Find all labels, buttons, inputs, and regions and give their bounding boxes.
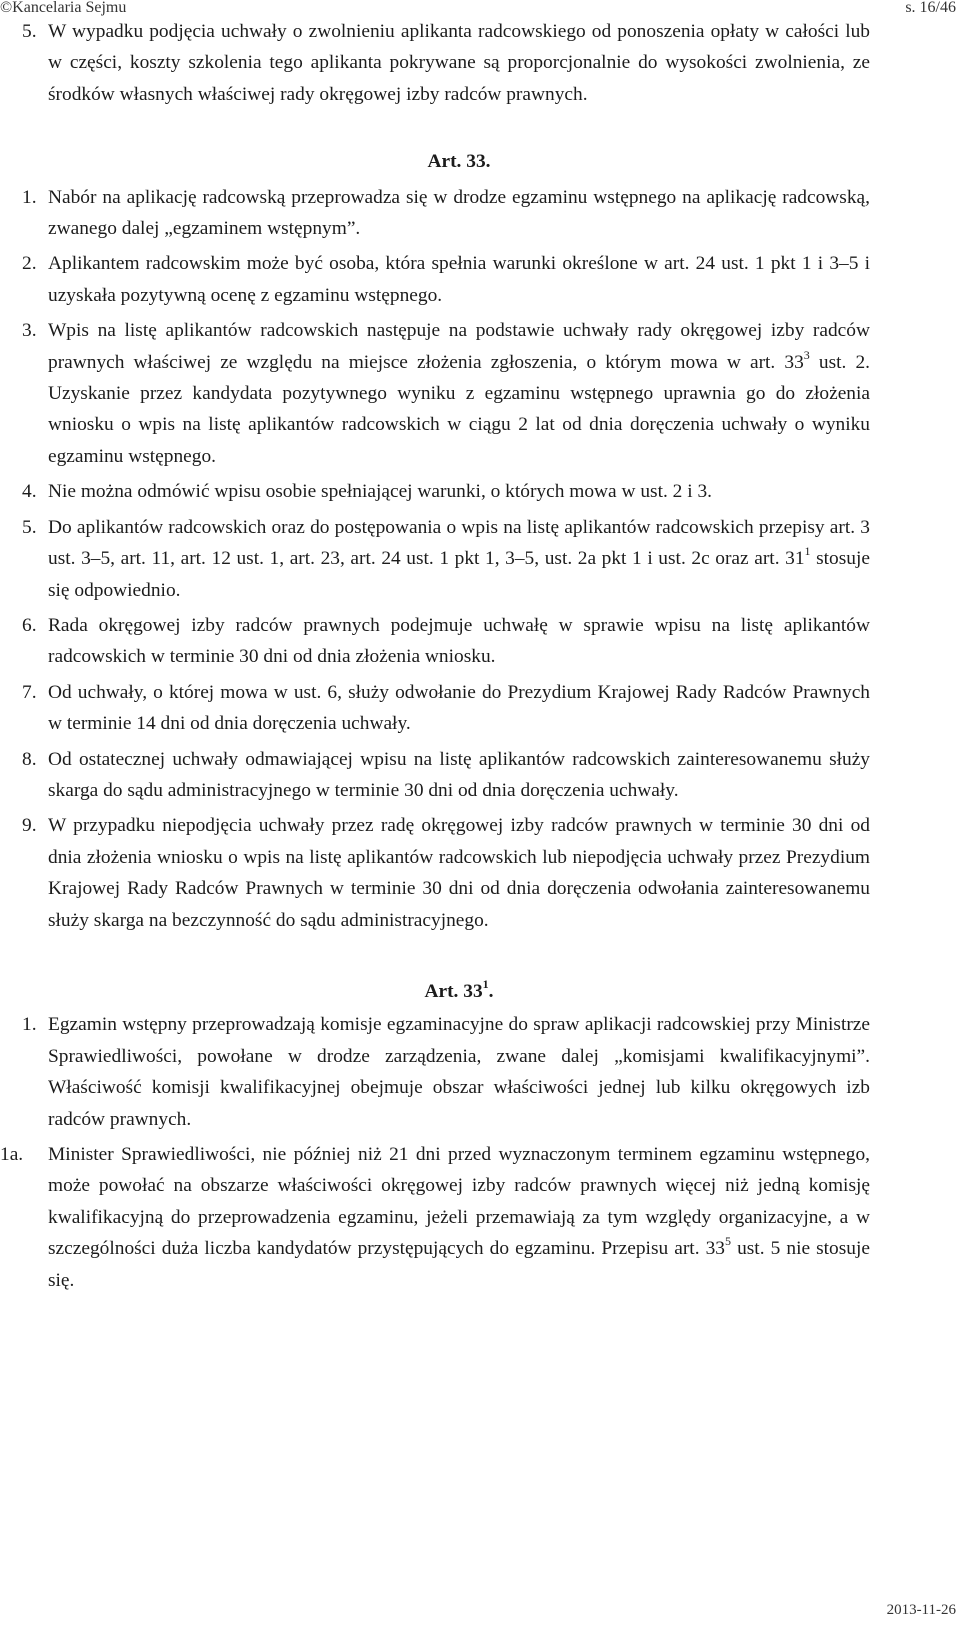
page-number: s. 16/46 (905, 0, 956, 16)
paragraph-number: 8. (22, 748, 37, 770)
paragraph-number: 7. (22, 681, 37, 703)
paragraph-number: 1a. (0, 1144, 24, 1165)
paragraph-text-cont: stosuje się odpowiednio. (48, 548, 870, 601)
superscript: 3 (803, 347, 810, 362)
paragraph-text: Od ostatecznej uchwały odmawiającej wpisu na listę aplikantów radcowskich zainteresowanemu służy skarga do sądu administracyjnego w terminie 30 dni od dnia doręczenia uchwały. (48, 748, 870, 801)
art33-paragraph-4 (0, 476, 870, 507)
art33-paragraph-5 (0, 512, 870, 606)
paragraph-text: Egzamin wstępny przeprowadzają komisje egzaminacyjne do spraw aplikacji radcowskiej przy Ministrze Sprawiedliwości, powołane w drodze zarządzenia, zwane dalej „komisjami kwalifikacyjnymi”. Właściwość komisji kwalifikacyjnej obejmuje obszar właściwości jednej lub kilku okręgowych izb radców prawnych. (48, 1014, 870, 1130)
paragraph-text: Od uchwały, o której mowa w ust. 6, służy odwołanie do Prezydium Krajowej Rady Radców Prawnych w terminie 14 dni od dnia doręczenia uchwały. (48, 681, 870, 735)
art33-paragraph-9 (0, 810, 870, 936)
paragraph-text: Wpis na listę aplikantów radcowskich następuje na podstawie uchwały rady okręgowej izby radców prawnych właściwej ze względu na miejsce złożenia zgłoszenia, o którym mowa w art. 33 (48, 320, 870, 373)
superscript: 5 (725, 1234, 731, 1249)
paragraph-number: 1. (22, 1014, 37, 1036)
paragraph-text: Rada okręgowej izby radców prawnych podejmuje uchwałę w sprawie wpisu na listę aplikantów radcowskich w terminie 30 dni od dnia złożenia wniosku. (48, 614, 870, 668)
art33-paragraph-2 (0, 248, 870, 311)
paragraph-text: W przypadku niepodjęcia uchwały przez radę okręgowej izby radców prawnych w terminie 30 dni od dnia złożenia wniosku o wpis na listę aplikantów radcowskich lub niepodjęcia uchwały przez Prezydium Krajowej Rady Radców Prawnych w terminie 30 dni od dnia doręczenia odwołania zainteresowanemu służy skarga na bezczynność do sądu administracyjnego. (48, 815, 870, 931)
paragraph-text: W wypadku podjęcia uchwały o zwolnieniu aplikanta radcowskiego od ponoszenia opłaty w całości lub w części, koszty szkolenia tego aplikanta pokrywane są proporcjonalnie do wysokości zwolnienia, ze środków własnych właściwej rady okręgowej izby radców prawnych. (48, 21, 870, 105)
art33-paragraph-1 (0, 182, 870, 245)
paragraph-text: Minister Sprawiedliwości, nie później niż 21 dni przed wyznaczonym terminem egzaminu wstępnego, może powołać na obszarze właściwości okręgowej izby radców prawnych więcej niż jedną komisję kwalifikacyjną do przeprowadzenia egzaminu, jeżeli przemawiają za tym względy organizacyjne, a w szczególności duża liczba kandydatów przystępujących do egzaminu. Przepisu art. 33 (48, 1144, 870, 1260)
article-33-heading: Art. 33. (427, 151, 491, 173)
paragraph-number: 5. (22, 516, 37, 538)
art33-paragraph-7 (0, 677, 870, 740)
header-source: ©Kancelaria Sejmu (0, 0, 127, 16)
paragraph-text-cont: ust. 2. Uzyskanie przez kandydata pozytywnego wyniku z egzaminu wstępnego uprawnia go do złożenia wniosku o wpis na listę aplikantów radcowskich w ciągu 2 lat od dnia doręczenia uchwały o wyniku egzaminu wstępnego. (48, 351, 871, 467)
footer-date: 2013-11-26 (886, 1602, 956, 1618)
superscript: 1 (482, 976, 489, 991)
paragraph-text: Do aplikantów radcowskich oraz do postępowania o wpis na listę aplikantów radcowskich przepisy art. 3 ust. 3–5, art. 11, art. 12 ust. 1, art. 23, art. 24 ust. 1 pkt 1, 3–5, ust. 2a pkt 1 i ust. 2c oraz art. 31 (48, 516, 870, 570)
article-33-1-heading (0, 976, 870, 1007)
paragraph-text: Nie można odmówić wpisu osobie spełniającej warunki, o których mowa w ust. 2 i 3. (48, 481, 712, 503)
art33-1-paragraph-1a (0, 1139, 870, 1296)
paragraph-5-intro (0, 16, 870, 110)
paragraph-number: 4. (22, 481, 37, 503)
paragraph-number: 2. (22, 253, 37, 275)
paragraph-number: 6. (22, 614, 37, 636)
paragraph-text-cont: ust. 5 nie stosuje się. (48, 1238, 870, 1291)
document-body (0, 16, 870, 1300)
heading-text-cont: . (488, 980, 494, 1002)
paragraph-number: 3. (22, 320, 37, 342)
paragraph-text: Nabór na aplikację radcowską przeprowadza się w drodze egzaminu wstępnego na aplikację radcowską, zwanego dalej „egzaminem wstępnym”. (48, 186, 870, 240)
paragraph-number: 1. (22, 186, 37, 208)
superscript: 1 (804, 544, 811, 559)
art33-paragraph-8 (0, 744, 870, 807)
paragraph-text: Aplikantem radcowskim może być osoba, która spełnia warunki określone w art. 24 ust. 1 pkt 1 i 3–5 i uzyskała pozytywną ocenę z egzaminu wstępnego. (48, 253, 870, 306)
paragraph-number: 5. (22, 21, 37, 42)
heading-text: Art. 33 (424, 980, 483, 1002)
art33-paragraph-6 (0, 610, 870, 673)
paragraph-number: 9. (22, 815, 37, 837)
art33-paragraph-3 (0, 315, 870, 472)
art33-1-paragraph-1 (0, 1009, 870, 1135)
